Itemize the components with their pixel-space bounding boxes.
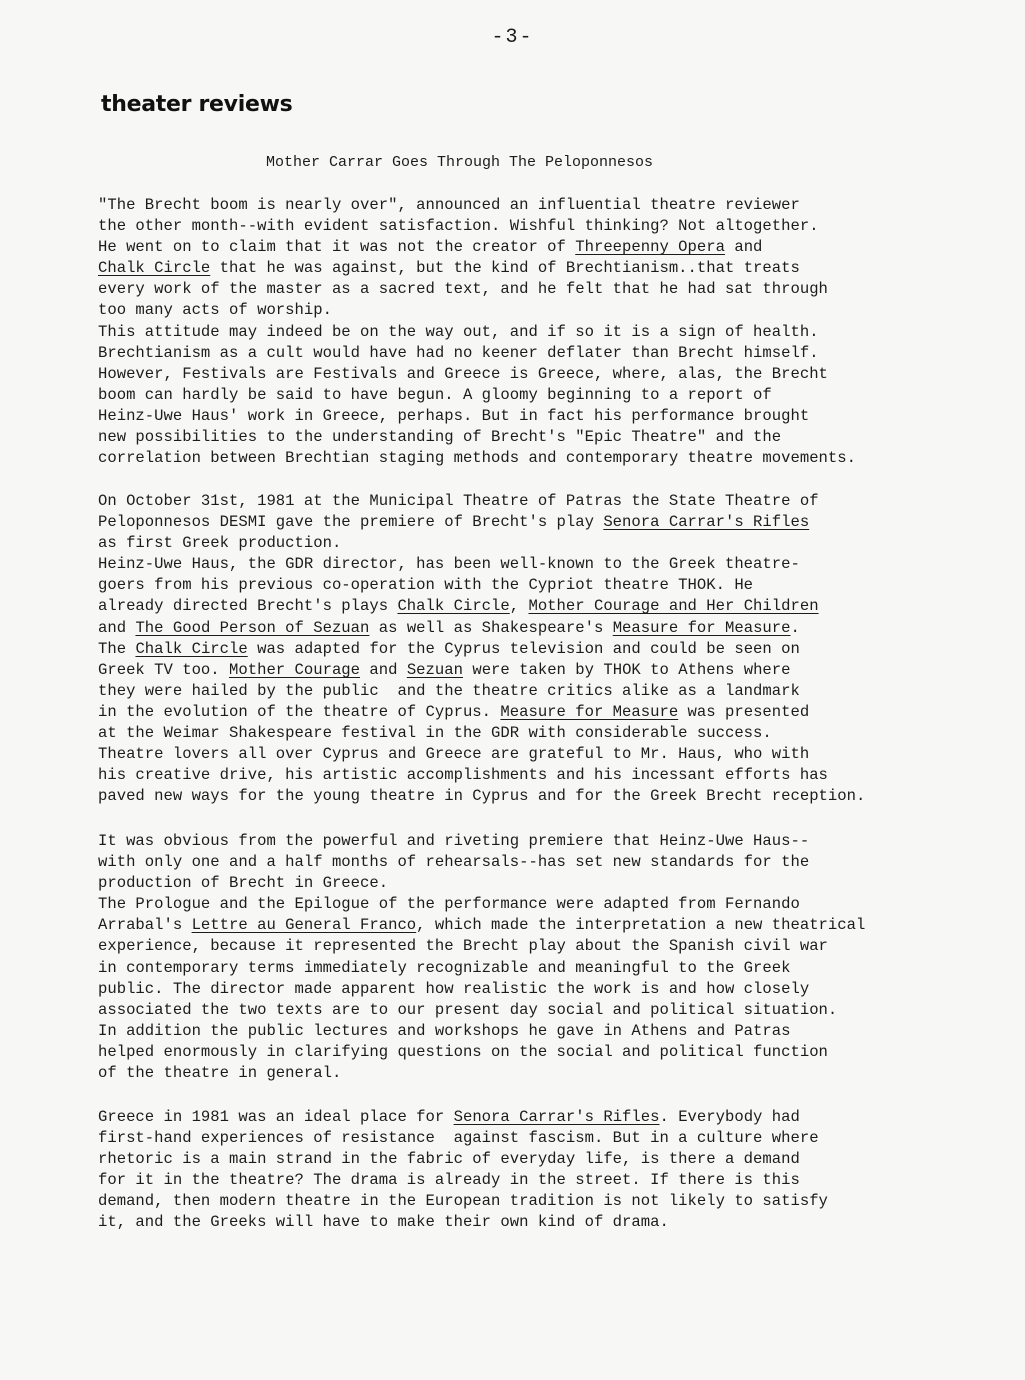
text-line (98, 216, 856, 237)
work-title: Senora Carrar's Rifles (603, 513, 810, 532)
paragraph-1 (98, 195, 856, 469)
text-line (98, 575, 865, 596)
text-line (98, 618, 865, 639)
text-run: Heinz-Uwe Haus' work in Greece, perhaps. But in fact his performance brought (98, 406, 810, 425)
text-run: boom can hardly be said to have begun. A gloomy beginning to a report of (98, 385, 772, 404)
text-run: Peloponnesos DESMI gave the premiere of Brecht's play (98, 513, 604, 532)
text-run: new possibilities to the understanding of Brecht's "Epic Theatre" and the (98, 428, 782, 447)
text-run: . (790, 618, 800, 637)
text-run: in contemporary terms immediately recognizable and meaningful to the Greek (98, 958, 791, 977)
text-run: Brechtianism as a cult would have had no keener deflater than Brecht himself. (98, 343, 819, 362)
text-run: , which made the interpretation a new theatrical (416, 916, 866, 935)
text-line (98, 786, 865, 807)
text-run: "The Brecht boom is nearly over", announced an influential theatre reviewer (98, 196, 800, 214)
text-line (98, 1063, 865, 1084)
text-run: it, and the Greeks will have to make their own kind of drama. (98, 1213, 669, 1232)
work-title: Chalk Circle (397, 597, 510, 616)
text-run: rhetoric is a main strand in the fabric of everyday life, is there a demand (98, 1150, 800, 1169)
text-run: too many acts of worship. (98, 301, 332, 320)
text-run: It was obvious from the powerful and riveting premiere that Heinz-Uwe Haus-- (98, 832, 810, 850)
text-line (98, 873, 865, 894)
text-line (98, 1021, 865, 1042)
text-run: they were hailed by the public and the theatre critics alike as a landmark (98, 681, 800, 700)
text-run: associated the two texts are to our present day social and political situation. (98, 1000, 838, 1019)
text-run: , (509, 597, 529, 616)
work-title: Mother Courage and Her Children (528, 597, 819, 616)
text-line (98, 936, 865, 957)
work-title: Mother Courage (229, 660, 361, 679)
article-title: Mother Carrar Goes Through The Peloponnesos (266, 154, 654, 171)
text-line (98, 744, 865, 765)
text-run: and (724, 238, 763, 257)
text-line (98, 343, 856, 364)
text-run: production of Brecht in Greece. (98, 874, 389, 893)
text-run: were taken by THOK to Athens where (462, 660, 791, 679)
text-line (98, 894, 865, 915)
text-line (98, 915, 865, 936)
text-run: He went on to claim that it was not the creator of (98, 238, 576, 257)
text-line (98, 831, 865, 852)
text-run: goers from his previous co-operation with the Cypriot theatre THOK. He (98, 576, 754, 595)
work-title: Sezuan (406, 660, 463, 679)
page-number: -3- (491, 26, 534, 49)
text-line (98, 300, 856, 321)
text-line (98, 1000, 865, 1021)
text-line (98, 364, 856, 385)
text-line (98, 1212, 828, 1233)
text-line (98, 237, 856, 258)
text-line (98, 1107, 828, 1128)
text-run: first-hand experiences of resistance against fascism. But in a culture where (98, 1129, 819, 1148)
text-run: Arrabal's (98, 916, 192, 935)
text-line (98, 195, 856, 216)
text-run: Heinz-Uwe Haus, the GDR director, has been well-known to the Greek theatre- (98, 555, 800, 574)
paragraph-2 (98, 491, 865, 807)
paragraph-4 (98, 1107, 828, 1234)
text-run: the other month--with evident satisfaction. Wishful thinking? Not altogether. (98, 217, 819, 236)
text-line (98, 448, 856, 469)
section-heading: theater reviews (101, 92, 293, 117)
paragraph-3 (98, 831, 865, 1084)
text-line (98, 681, 865, 702)
text-line (98, 1170, 828, 1191)
text-line (98, 258, 856, 279)
work-title: Threepenny Opera (575, 238, 725, 257)
text-run: The (98, 639, 136, 658)
work-title: Measure for Measure (612, 618, 791, 637)
text-line (98, 1128, 828, 1149)
text-line (98, 639, 865, 660)
text-run: with only one and a half months of rehearsals--has set new standards for the (98, 853, 810, 872)
text-line (98, 979, 865, 1000)
text-run: every work of the master as a sacred text, and he felt that he had sat through (98, 280, 828, 299)
text-line (98, 385, 856, 406)
text-run: and (98, 618, 136, 637)
work-title: Senora Carrar's Rifles (453, 1108, 660, 1126)
text-run: and (360, 660, 407, 679)
work-title: Chalk Circle (135, 639, 248, 658)
text-line (98, 852, 865, 873)
text-line (98, 491, 865, 512)
text-run: On October 31st, 1981 at the Municipal Theatre of Patras the State Theatre of (98, 492, 819, 510)
text-run: in the evolution of the theatre of Cyprus. (98, 702, 501, 721)
text-run: In addition the public lectures and workshops he gave in Athens and Patras (98, 1021, 791, 1040)
text-run: The Prologue and the Epilogue of the performance were adapted from Fernando (98, 895, 800, 914)
text-line (98, 596, 865, 617)
text-run: his creative drive, his artistic accomplishments and his incessant efforts has (98, 766, 828, 785)
text-run: was presented (678, 702, 810, 721)
text-line (98, 1149, 828, 1170)
text-line (98, 322, 856, 343)
work-title: The Good Person of Sezuan (135, 618, 370, 637)
text-run: for it in the theatre? The drama is already in the street. If there is this (98, 1171, 800, 1190)
text-line (98, 279, 856, 300)
text-line (98, 554, 865, 575)
text-run: However, Festivals are Festivals and Greece is Greece, where, alas, the Brecht (98, 364, 828, 383)
text-run: paved new ways for the young theatre in Cyprus and for the Greek Brecht reception. (98, 787, 866, 806)
text-run: Greece in 1981 was an ideal place for (98, 1108, 454, 1126)
work-title: Lettre au General Franco (191, 916, 417, 935)
text-line (98, 1191, 828, 1212)
text-line (98, 958, 865, 979)
text-line (98, 427, 856, 448)
text-line (98, 765, 865, 786)
text-run: This attitude may indeed be on the way out, and if so it is a sign of health. (98, 322, 819, 341)
text-line (98, 660, 865, 681)
text-line (98, 723, 865, 744)
text-run: correlation between Brechtian staging methods and contemporary theatre movements. (98, 449, 856, 468)
text-run: Theatre lovers all over Cyprus and Greece are grateful to Mr. Haus, who with (98, 745, 810, 764)
text-run: . Everybody had (659, 1108, 800, 1126)
text-run: demand, then modern theatre in the European tradition is not likely to satisfy (98, 1192, 828, 1211)
text-line (98, 533, 865, 554)
text-run: as first Greek production. (98, 534, 342, 553)
text-line (98, 512, 865, 533)
work-title: Chalk Circle (98, 259, 211, 278)
text-run: helped enormously in clarifying questions on the social and political function (98, 1042, 828, 1061)
text-run: public. The director made apparent how realistic the work is and how closely (98, 979, 810, 998)
text-run: at the Weimar Shakespeare festival in the GDR with considerable success. (98, 724, 772, 743)
text-run: was adapted for the Cyprus television and could be seen on (247, 639, 800, 658)
text-line (98, 702, 865, 723)
text-run: Greek TV too. (98, 660, 230, 679)
work-title: Measure for Measure (500, 702, 679, 721)
text-run: experience, because it represented the Brecht play about the Spanish civil war (98, 937, 828, 956)
text-run: that he was against, but the kind of Brechtianism..that treats (210, 259, 800, 278)
text-run: of the theatre in general. (98, 1064, 342, 1083)
text-line (98, 406, 856, 427)
text-run: as well as Shakespeare's (369, 618, 613, 637)
text-run: already directed Brecht's plays (98, 597, 398, 616)
text-line (98, 1042, 865, 1063)
